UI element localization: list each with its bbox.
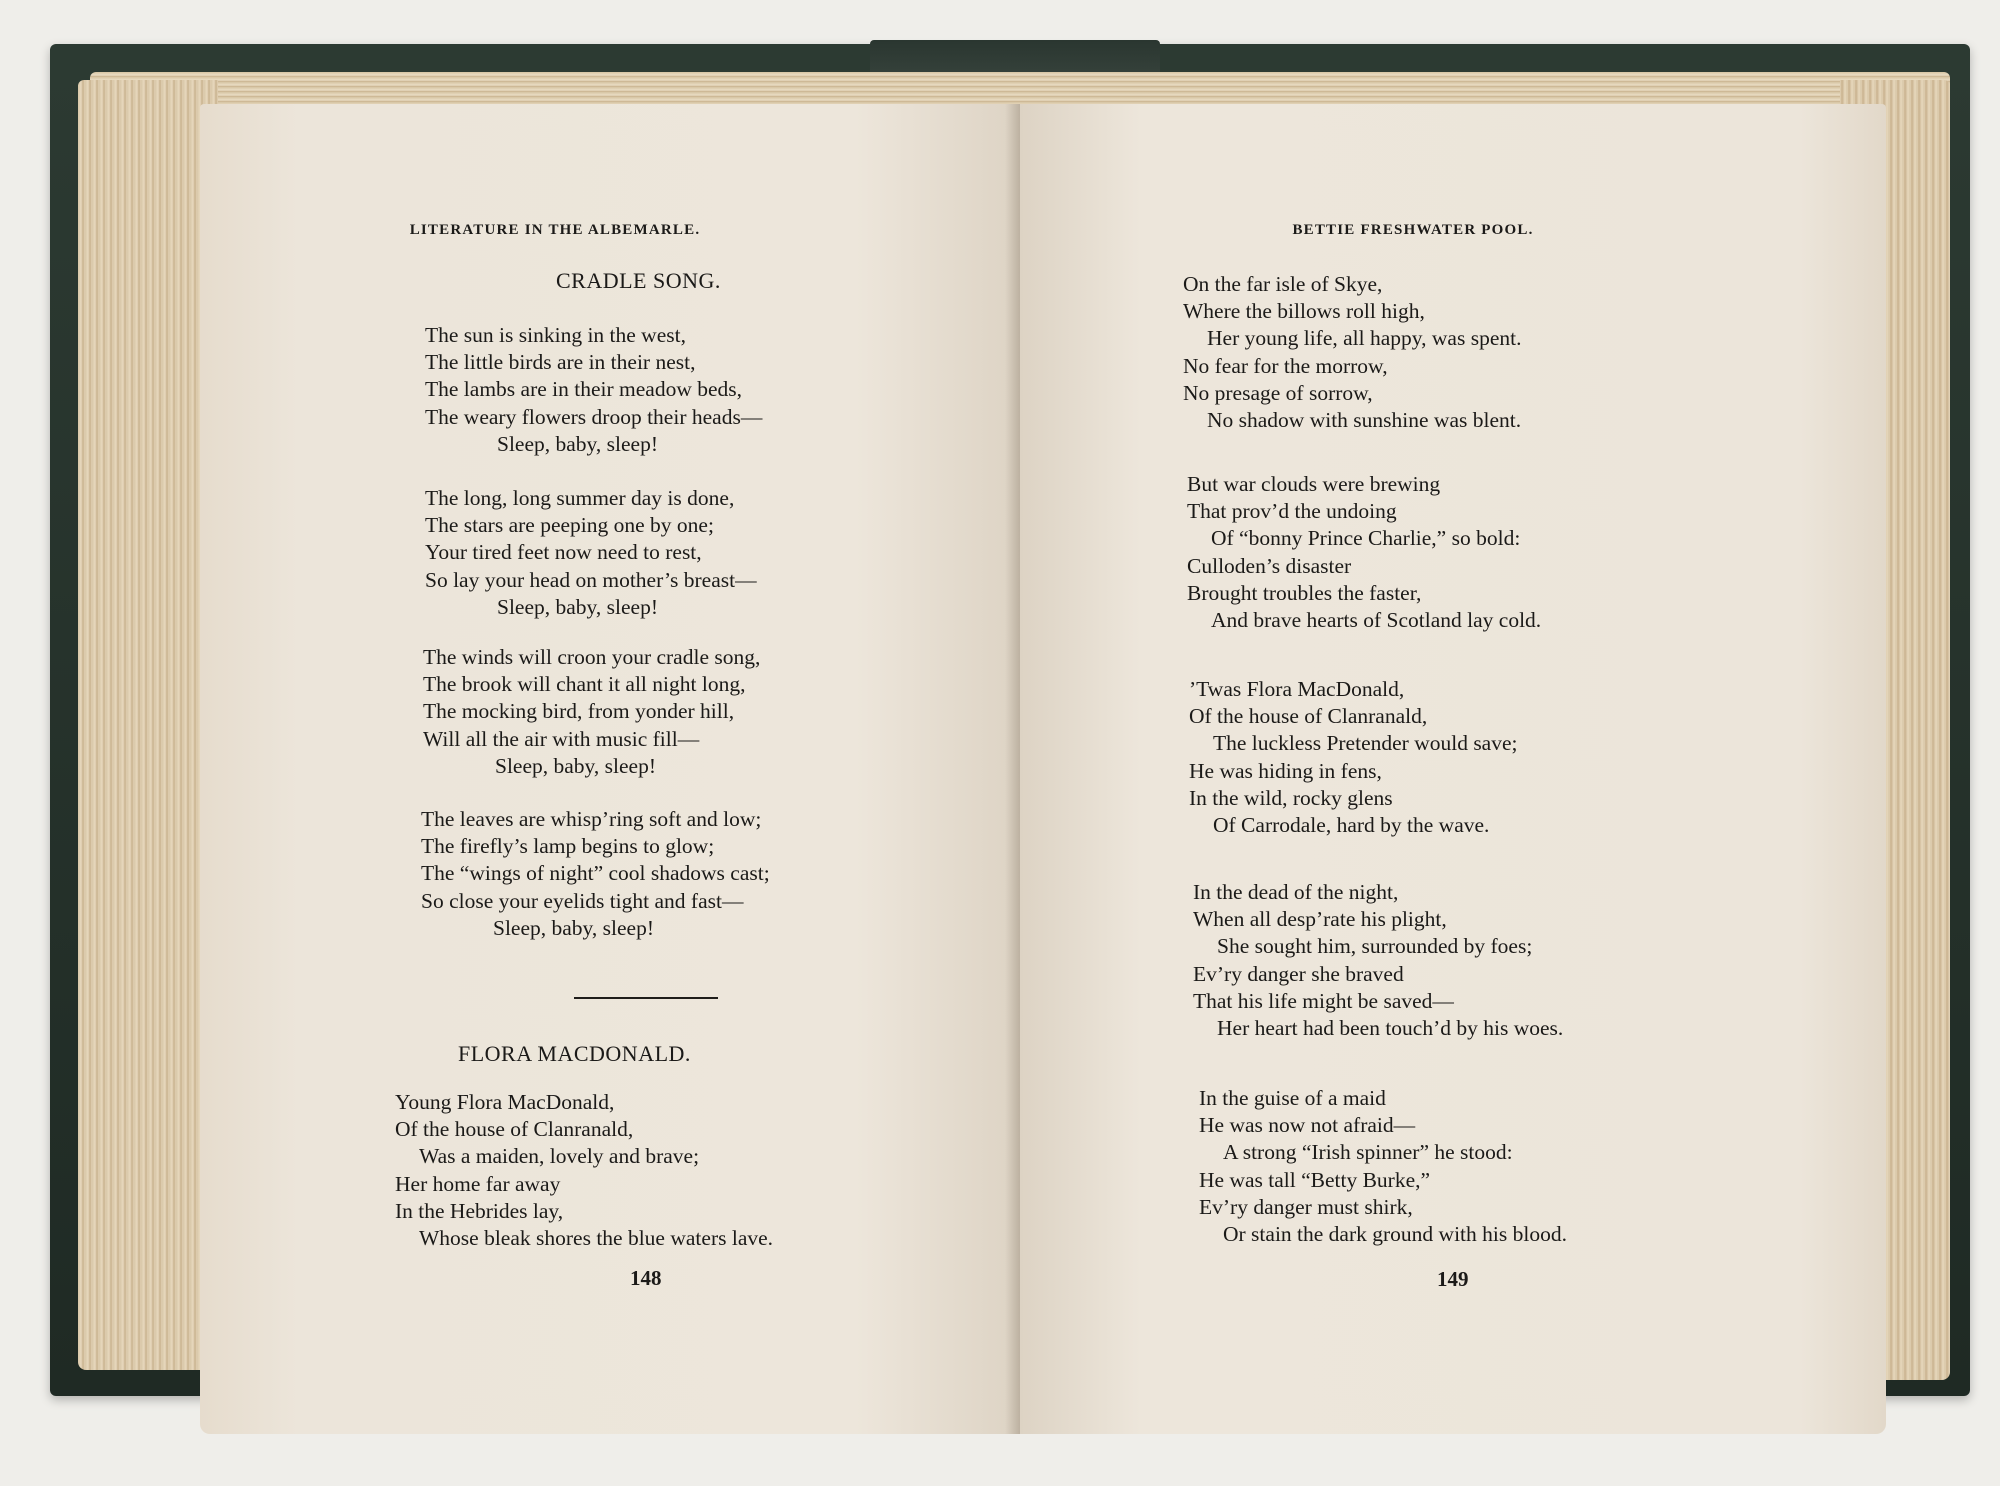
poem-line: Whose bleak shores the blue waters lave.	[419, 1226, 774, 1251]
poem-line: ’Twas Flora MacDonald,	[1189, 677, 1405, 701]
poem-line: In the dead of the night,	[1193, 880, 1399, 904]
poem-line: Her young life, all happy, was spent.	[1207, 326, 1522, 351]
poem-line: Your tired feet now need to rest,	[425, 540, 702, 565]
poem-line: He was tall “Betty Burke,”	[1199, 1167, 1431, 1192]
flora-stanza-1	[395, 1089, 773, 1252]
poem-line: That prov’d the undoing	[1187, 499, 1397, 524]
poem-line: The firefly’s lamp begins to glow;	[421, 834, 715, 859]
page-number-right: 149	[1437, 1267, 1469, 1291]
refrain-line: Sleep, baby, sleep!	[493, 915, 654, 940]
poem-line: No presage of sorrow,	[1183, 380, 1373, 405]
poem-line: Young Flora MacDonald,	[395, 1090, 615, 1114]
running-head-right: BETTIE FRESHWATER POOL.	[1292, 222, 1534, 238]
poem-line: So close your eyelids tight and fast—	[421, 888, 744, 913]
poem-line: She sought him, surrounded by foes;	[1217, 934, 1533, 959]
refrain-line: Sleep, baby, sleep!	[497, 431, 658, 456]
poem-line: Of the house of Clanranald,	[1189, 704, 1428, 729]
flora-stanza-3	[1187, 471, 1541, 634]
poem-line: Or stain the dark ground with his blood.	[1223, 1222, 1567, 1247]
poem-line: That his life might be saved—	[1193, 988, 1454, 1013]
right-page	[1020, 104, 1886, 1434]
page-edges-left	[78, 80, 218, 1370]
poem-line: In the Hebrides lay,	[395, 1198, 564, 1223]
poem-line: But war clouds were brewing	[1187, 472, 1441, 496]
poem-line: The mocking bird, from yonder hill,	[423, 699, 735, 724]
flora-stanza-4	[1189, 676, 1518, 839]
poem-line: Ev’ry danger must shirk,	[1199, 1194, 1413, 1219]
poem-line: On the far isle of Skye,	[1183, 272, 1383, 296]
cradle-stanza-1	[425, 322, 762, 458]
poem-line: Ev’ry danger she braved	[1193, 961, 1404, 986]
poem-line: The leaves are whisp’ring soft and low;	[421, 807, 762, 831]
poem-line: The lambs are in their meadow beds,	[425, 377, 743, 402]
left-page	[200, 104, 1020, 1434]
poem-line: Of Carrodale, hard by the wave.	[1213, 813, 1490, 838]
poem-title-flora-macdonald: FLORA MACDONALD.	[458, 1041, 691, 1066]
flora-stanza-6	[1199, 1085, 1567, 1248]
poem-line: A strong “Irish spinner” he stood:	[1223, 1140, 1513, 1165]
cradle-stanza-2	[425, 485, 757, 621]
poem-line: He was now not afraid—	[1199, 1113, 1416, 1138]
flora-stanza-2	[1183, 271, 1521, 434]
running-head-left: LITERATURE IN THE ALBEMARLE.	[409, 222, 701, 238]
poem-line: In the wild, rocky glens	[1189, 785, 1393, 810]
poem-line: Of “bonny Prince Charlie,” so bold:	[1211, 526, 1521, 551]
poem-line: Culloden’s disaster	[1187, 553, 1352, 578]
poem-line: When all desp’rate his plight,	[1193, 907, 1447, 932]
poem-line: Will all the air with music fill—	[423, 726, 700, 751]
flora-stanza-5	[1193, 879, 1563, 1042]
poem-line: In the guise of a maid	[1199, 1086, 1386, 1110]
poem-line: The luckless Pretender would save;	[1213, 731, 1518, 756]
cradle-stanza-3	[423, 644, 760, 780]
poem-line: Where the billows roll high,	[1183, 299, 1425, 324]
poem-line: Her heart had been touch’d by his woes.	[1217, 1016, 1564, 1041]
poem-line: He was hiding in fens,	[1189, 758, 1382, 783]
poem-line: The stars are peeping one by one;	[425, 513, 714, 538]
poem-title-cradle-song: CRADLE SONG.	[556, 268, 721, 293]
poem-line: Of the house of Clanranald,	[395, 1117, 634, 1142]
poem-line: The brook will chant it all night long,	[423, 672, 746, 697]
page-number-left: 148	[630, 1266, 662, 1290]
cradle-stanza-4	[421, 806, 770, 942]
poem-line: The weary flowers droop their heads—	[425, 404, 763, 429]
poem-line: And brave hearts of Scotland lay cold.	[1211, 608, 1542, 633]
poem-line: No fear for the morrow,	[1183, 353, 1388, 378]
poem-line: Was a maiden, lovely and brave;	[419, 1144, 700, 1169]
poem-line: Brought troubles the faster,	[1187, 580, 1422, 605]
refrain-line: Sleep, baby, sleep!	[497, 594, 658, 619]
poem-line: The “wings of night” cool shadows cast;	[421, 861, 770, 886]
section-divider-rule	[574, 997, 718, 999]
poem-line: The long, long summer day is done,	[425, 486, 735, 510]
refrain-line: Sleep, baby, sleep!	[495, 753, 656, 778]
poem-line: The winds will croon your cradle song,	[423, 645, 761, 669]
poem-line: The sun is sinking in the west,	[425, 323, 686, 347]
poem-line: So lay your head on mother’s breast—	[425, 567, 757, 592]
poem-line: The little birds are in their nest,	[425, 350, 696, 375]
poem-line: No shadow with sunshine was blent.	[1207, 408, 1522, 433]
poem-line: Her home far away	[395, 1171, 561, 1196]
